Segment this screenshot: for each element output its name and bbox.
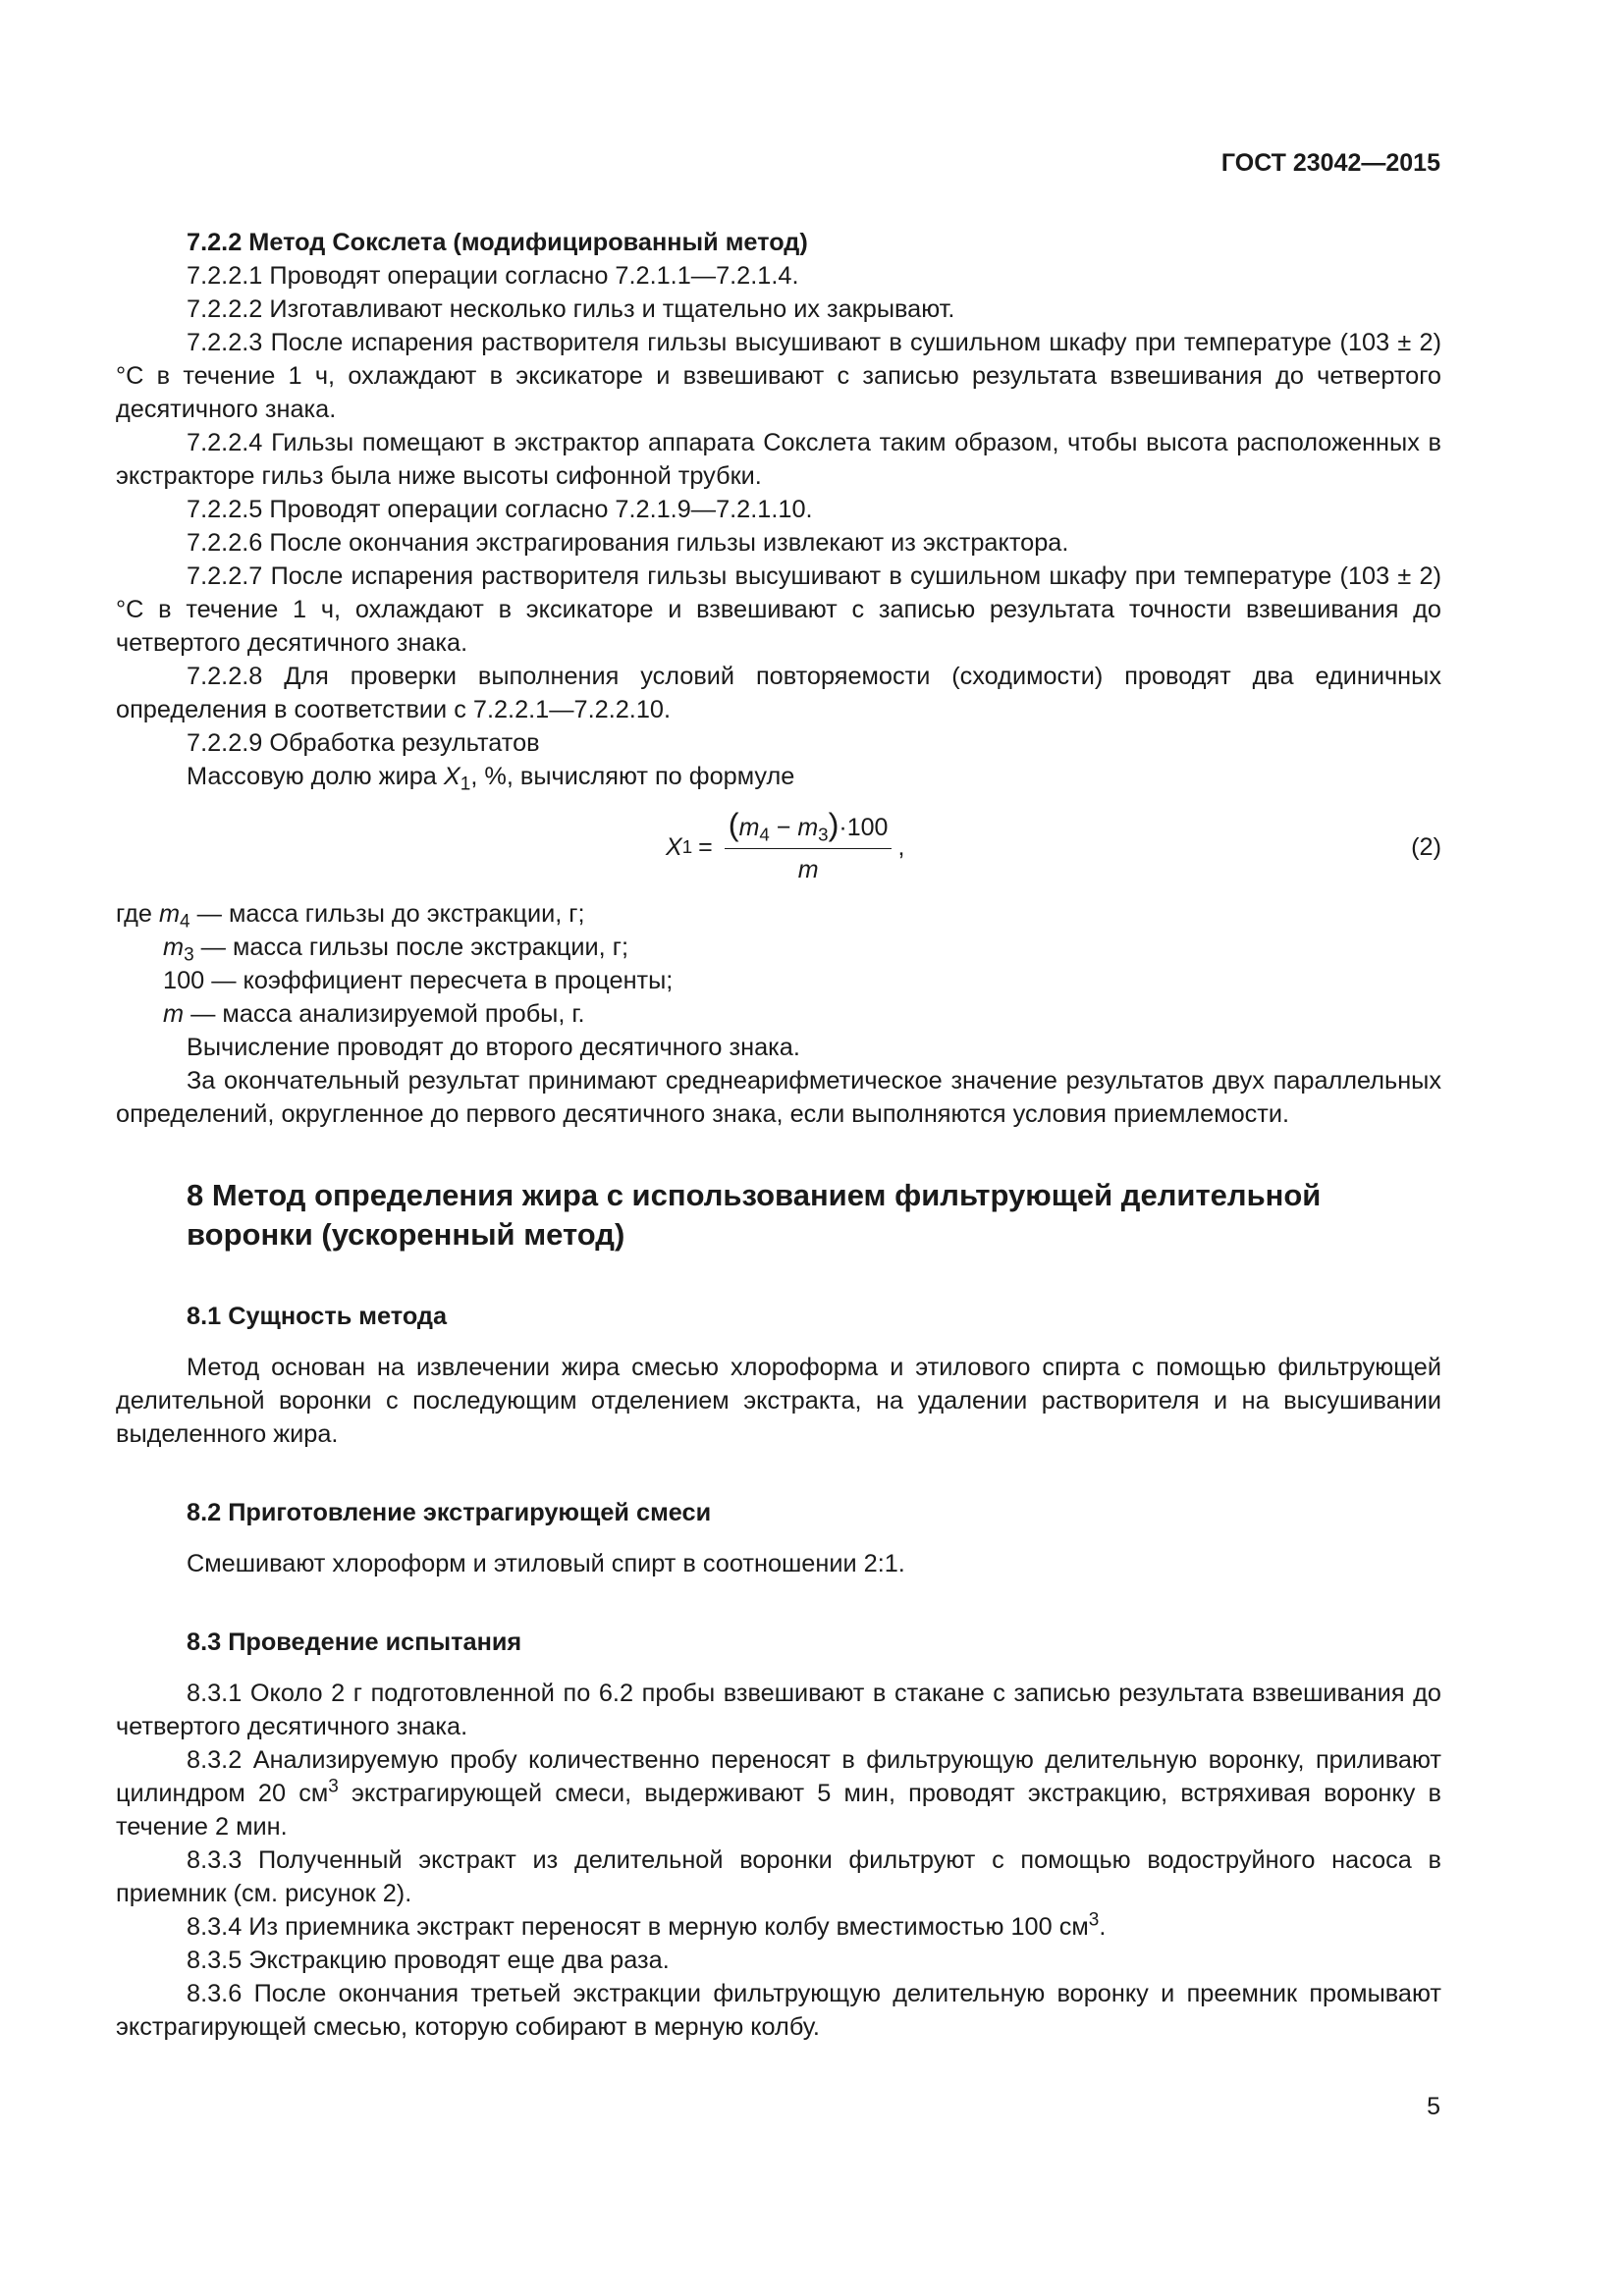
paragraph-7229: 7.2.2.9 Обработка результатов [187,729,540,757]
paragraph-7223: 7.2.2.3 После испарения растворителя гильзы высушивают в сушильном шкафу при температуре (103 ± 2) °С в течение 1 ч, охлаждают в эксикаторе и взвешивают с записью результата взвешивания до четвертого десятичного знака. [116,329,1441,423]
section-81-heading: 8.1 Сущность метода [187,1303,448,1330]
page-number: 5 [1427,2093,1440,2120]
formula-numerator: $(m_4 - m_3)\cdot 100$ [725,808,893,849]
legend-m4: где $m_4$ — масса гильзы до экстракции, г; [116,900,585,933]
paragraph-82: Смешивают хлороформ и этиловый спирт в соотношении 2:1. [187,1550,905,1577]
legend-m: m — масса анализируемой пробы, г. [163,1000,585,1028]
paragraph-final-result: За окончательный результат принимают среднеарифметическое значение результатов двух параллельных определений, округленное до первого десятичного знака, если выполняются условия приемлемости. [116,1067,1441,1128]
section-8-heading: 8 Метод определения жира с использованием фильтрующей делительной воронки (ускоренный метод) [187,1178,1322,1252]
formula-number: (2) [1411,833,1441,861]
paragraph-832: 8.3.2 Анализируемую пробу количественно переносят в фильтрующую делительную воронку, приливают цилиндром 20 $см^3$ экстрагирующей смеси, выдерживают 5 мин, проводят экстракцию, встряхивая воронку в течение 2 мин. [116,1746,1441,1841]
paragraph-7227: 7.2.2.7 После испарения растворителя гильзы высушивают в сушильном шкафу при температуре (103 ± 2) °С в течение 1 ч, охлаждают в эксикаторе и взвешивают с записью результата точности взвешивания до четвертого десятичного знака. [116,562,1441,657]
legend-m3: $m_3$ — масса гильзы после экстракции, г; [163,934,628,966]
paragraph-81: Метод основан на извлечении жира смесью хлороформа и этилового спирта с помощью фильтрующей делительной воронки с последующим отделением экстракта, на удалении растворителя и на высушивании выделенного жира. [116,1354,1441,1448]
formula-denominator: m [797,856,819,883]
paragraph-833: 8.3.3 Полученный экстракт из делительной воронки фильтруют с помощью водоструйного насоса в приемник (см. рисунок 2). [116,1846,1441,1907]
paragraph-831: 8.3.1 Около 2 г подготовленной по 6.2 пробы взвешивают в стакане с записью результата взвешивания до четвертого десятичного знака. [116,1680,1441,1740]
section-722-title: 7.2.2 Метод Сокслета (модифицированный метод) [187,229,808,256]
document-code-header: ГОСТ 23042—2015 [1220,149,1440,177]
page-body [116,226,1441,2044]
paragraph-834: 8.3.4 Из приемника экстракт переносят в мерную колбу вместимостью 100 $см^3$. [187,1909,1107,1941]
paragraph-7222: 7.2.2.2 Изготавливают несколько гильз и тщательно их закрывают. [187,295,955,323]
paragraph-7221: 7.2.2.1 Проводят операции согласно 7.2.1.1—7.2.1.4. [187,262,799,290]
formula-fraction [725,808,893,886]
formula-intro: Массовую долю жира $X_1$, %, вычисляют по формуле [187,763,795,795]
formula-block [116,803,1441,891]
paragraph-835: 8.3.5 Экстракцию проводят еще два раза. [187,1947,670,1974]
paragraph-7225: 7.2.2.5 Проводят операции согласно 7.2.1.9—7.2.1.10. [187,496,813,523]
paragraph-7226: 7.2.2.6 После окончания экстрагирования гильзы извлекают из экстрактора. [187,529,1069,557]
formula-legend [116,897,1441,1031]
paragraph-7228: 7.2.2.8 Для проверки выполнения условий повторяемости (сходимости) проводят два единичных определения в соответствии с 7.2.2.1—7.2.2.10. [116,663,1441,723]
paragraph-7224: 7.2.2.4 Гильзы помещают в экстрактор аппарата Сокслета таким образом, чтобы высота расположенных в экстракторе гильз была ниже высоты сифонной трубки. [116,429,1441,490]
paragraph-calculation: Вычисление проводят до второго десятичного знака. [187,1034,800,1061]
section-83-heading: 8.3 Проведение испытания [187,1629,522,1656]
paragraph-836: 8.3.6 После окончания третьей экстракции фильтрующую делительную воронку и преемник промывают экстрагирующей смесью, которую собирают в мерную колбу. [116,1980,1441,2041]
section-82-heading: 8.2 Приготовление экстрагирующей смеси [187,1499,712,1526]
formula-x1: X 1 = $\frac{(m_4 - m_3)\cdot 100}{m}$ , [666,803,904,891]
legend-100: 100 — коэффициент пересчета в проценты; [163,967,674,994]
